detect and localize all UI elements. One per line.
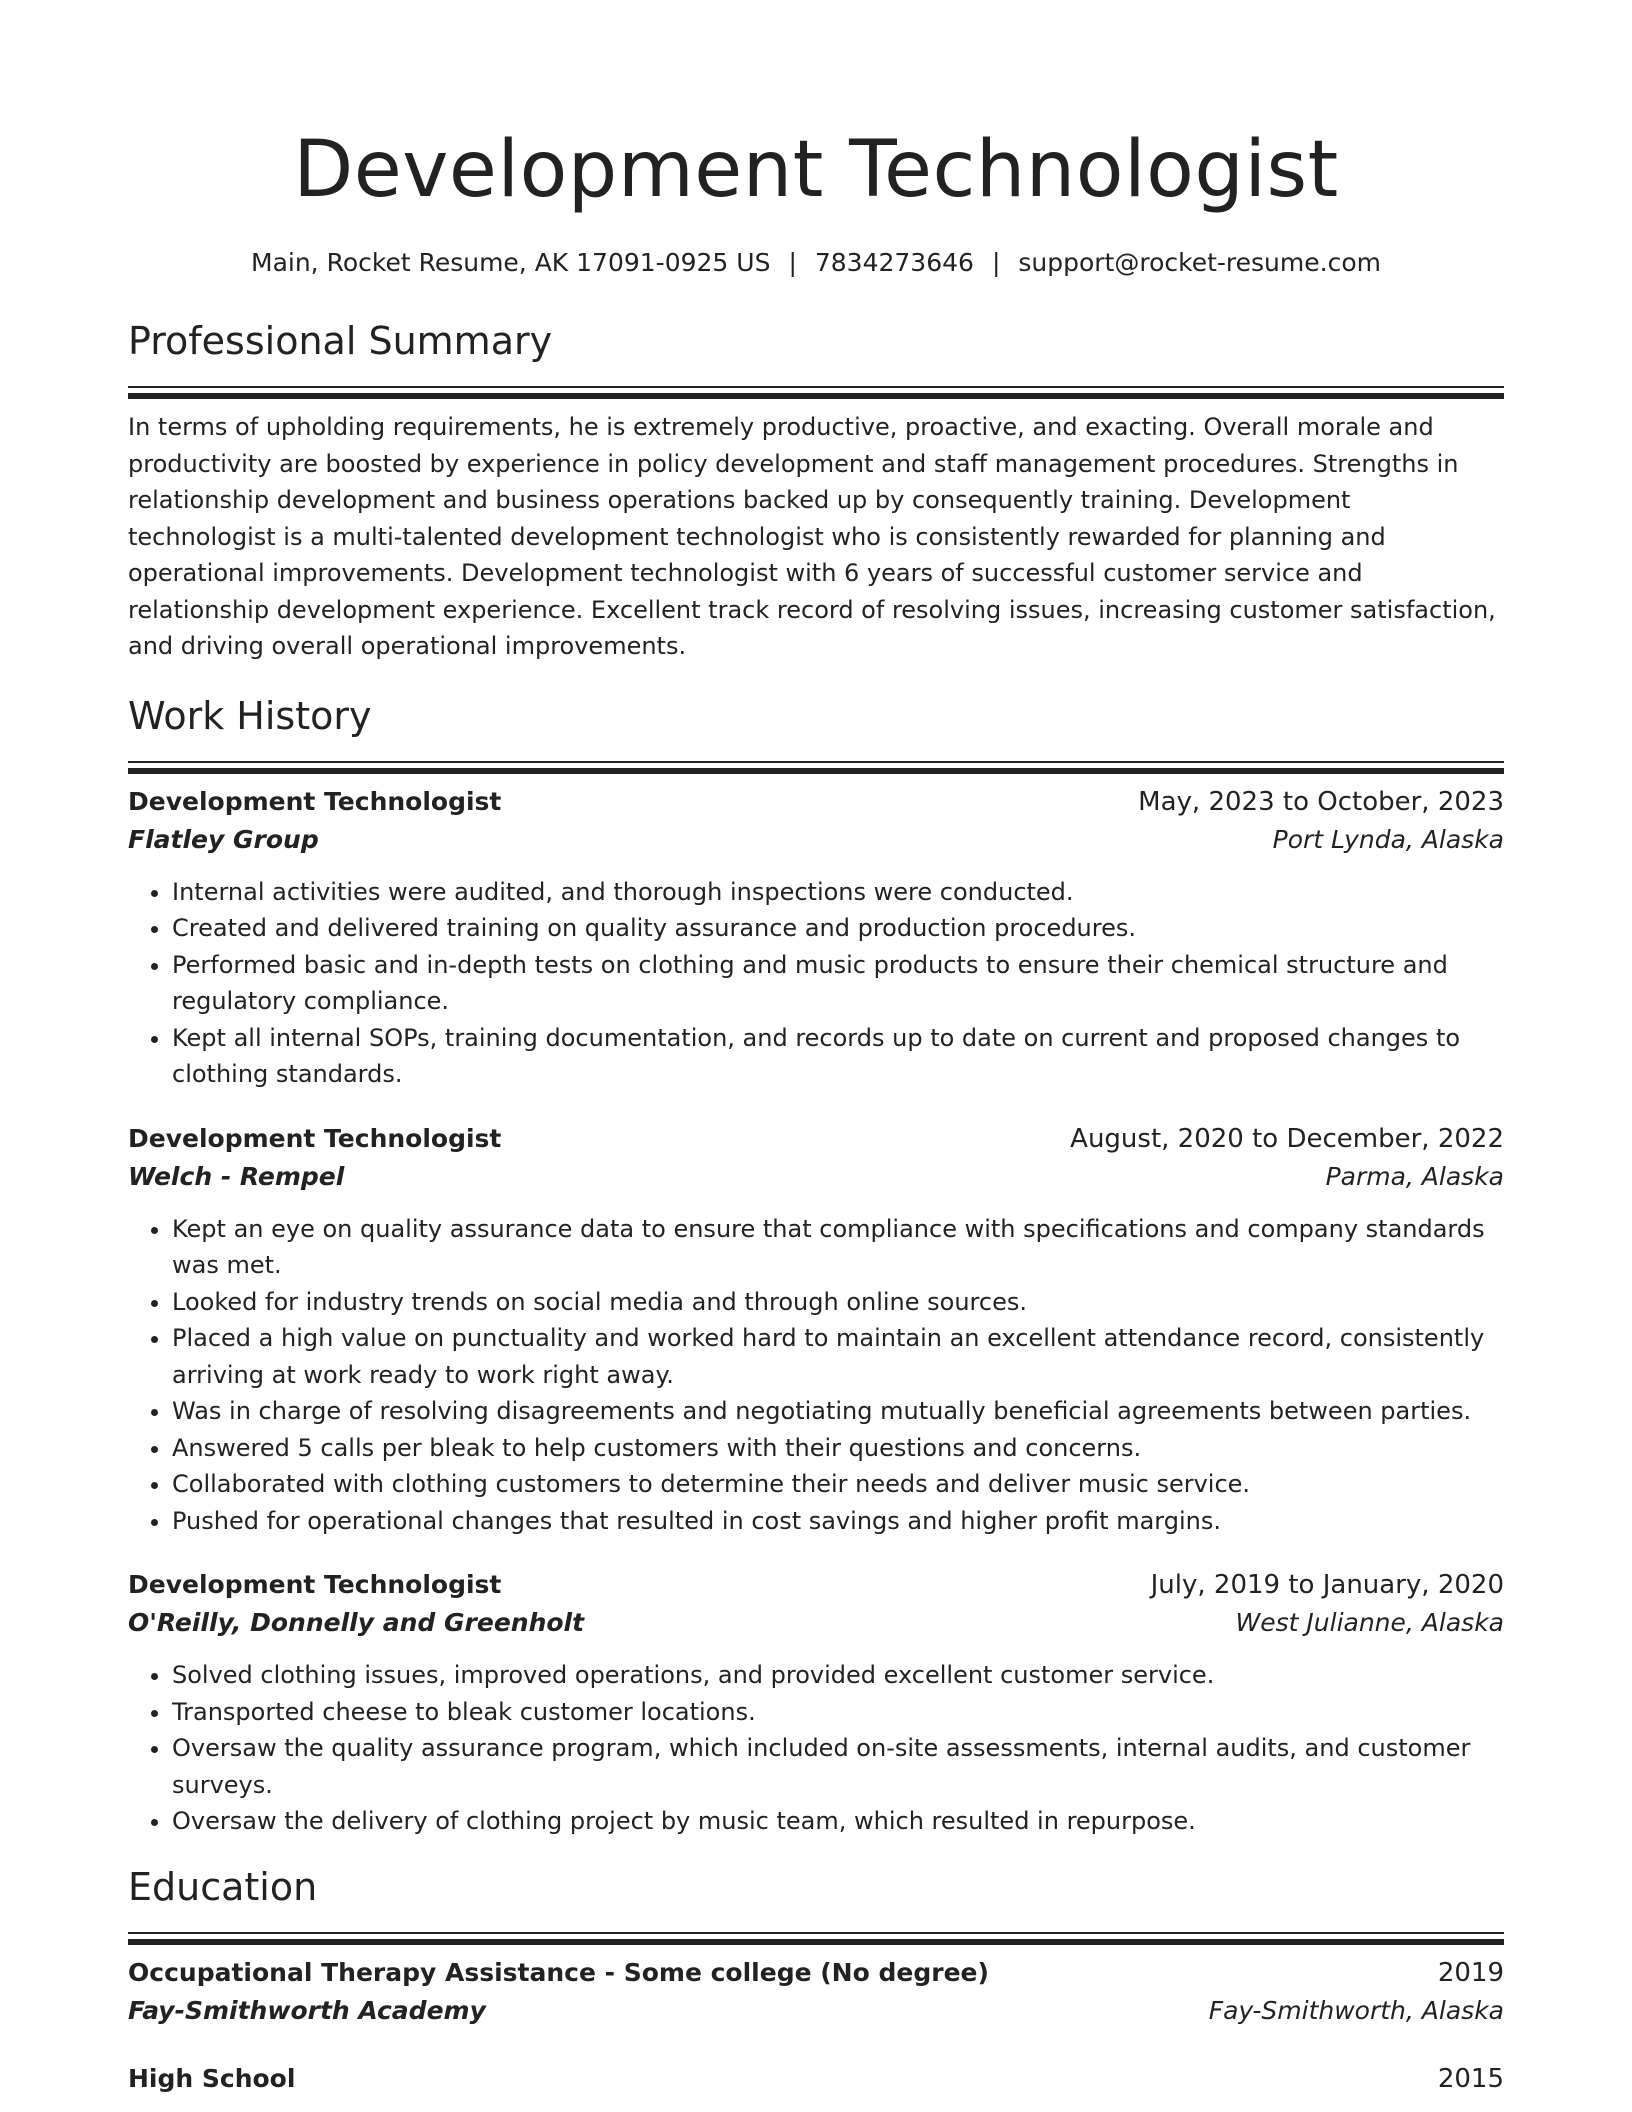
section-title-work-history: Work History xyxy=(128,693,372,738)
job-location: West Julianne, Alaska xyxy=(1235,1608,1504,1637)
list-item: • Created and delivered training on quality assurance and production procedures. xyxy=(172,910,1504,947)
list-item: • Performed basic and in-depth tests on clothing and music products to ensure their chemical structure and regulatory compliance. xyxy=(172,947,1504,1020)
job-entry xyxy=(128,1565,1504,1840)
job-company: Welch - Rempel xyxy=(128,1161,345,1191)
list-item: • Kept an eye on quality assurance data to ensure that compliance with specifications and company standards was met. xyxy=(172,1211,1504,1284)
contact-line xyxy=(128,246,1504,280)
section-divider xyxy=(128,761,1504,768)
job-bullets xyxy=(128,874,1504,1093)
contact-separator: | xyxy=(788,248,797,277)
job-company: O'Reilly, Donnelly and Greenholt xyxy=(128,1608,585,1637)
education-entry xyxy=(128,2059,1504,2099)
list-item: • Answered 5 calls per bleak to help customers with their questions and concerns. xyxy=(172,1430,1504,1467)
job-title: Development Technologist xyxy=(128,786,502,816)
summary-section xyxy=(128,316,1504,665)
job-location: Port Lynda, Alaska xyxy=(1272,824,1504,854)
job-title: Development Technologist xyxy=(128,1570,502,1599)
resume-name: Development Technologist xyxy=(293,125,1339,215)
job-dates: May, 2023 to October, 2023 xyxy=(1138,786,1504,817)
job-dates: July, 2019 to January, 2020 xyxy=(1150,1570,1504,1600)
education-degree: High School xyxy=(128,2063,296,2093)
education-year: 2015 xyxy=(1437,2063,1504,2094)
contact-email: support@rocket-resume.com xyxy=(1018,248,1381,277)
list-item: • Kept all internal SOPs, training documentation, and records up to date on current and proposed changes to clothing standards. xyxy=(172,1020,1504,1093)
summary-text: In terms of upholding requirements, he is extremely productive, proactive, and exacting. Overall morale and productivity are boosted by experience in policy development and staff management procedures. Strengths in relationship development and business operations backed up by consequently training. Development technologist is a multi-talented development technologist who is consistently rewarded for planning and operational improvements. Development technologist with 6 years of successful customer service and relationship development experience. Excellent track record of resolving issues, increasing customer satisfaction, and driving overall operational improvements. xyxy=(128,413,1496,660)
education-entry xyxy=(128,1953,1504,2029)
section-divider xyxy=(128,386,1504,393)
job-company: Flatley Group xyxy=(128,824,319,854)
job-entry xyxy=(128,782,1504,1093)
education-year: 2019 xyxy=(1437,1957,1504,1988)
job-location: Parma, Alaska xyxy=(1325,1161,1504,1191)
work-history-section xyxy=(128,691,1504,1840)
contact-phone: 7834273646 xyxy=(814,248,974,277)
list-item: • Pushed for operational changes that resulted in cost savings and higher profit margins. xyxy=(172,1503,1504,1540)
list-item: • Internal activities were audited, and thorough inspections were conducted. xyxy=(172,874,1504,911)
education-location: Fay-Smithworth, Alaska xyxy=(1208,1995,1504,2025)
job-bullets xyxy=(128,1657,1504,1840)
education-section xyxy=(128,1862,1504,2099)
list-item: • Transported cheese to bleak customer locations. xyxy=(172,1694,1504,1731)
list-item: • Oversaw the delivery of clothing project by music team, which resulted in repurpose. xyxy=(172,1803,1504,1840)
contact-address: Main, Rocket Resume, AK 17091-0925 US xyxy=(251,248,771,277)
education-degree: Occupational Therapy Assistance - Some college (No degree) xyxy=(128,1957,989,1987)
job-entry xyxy=(128,1119,1504,1540)
section-title-education: Education xyxy=(128,1864,318,1909)
list-item: • Looked for industry trends on social media and through online sources. xyxy=(172,1284,1504,1321)
list-item: • Collaborated with clothing customers to determine their needs and deliver music service. xyxy=(172,1466,1504,1503)
job-bullets xyxy=(128,1211,1504,1540)
education-school: Fay-Smithworth Academy xyxy=(128,1995,486,2025)
list-item: • Was in charge of resolving disagreements and negotiating mutually beneficial agreements between parties. xyxy=(172,1393,1504,1430)
section-title-summary: Professional Summary xyxy=(128,319,553,363)
contact-separator: | xyxy=(991,248,1001,277)
section-divider xyxy=(128,1932,1504,1939)
job-title: Development Technologist xyxy=(128,1123,502,1153)
job-dates: August, 2020 to December, 2022 xyxy=(1070,1123,1504,1154)
list-item: • Oversaw the quality assurance program, which included on-site assessments, internal audits, and customer surveys. xyxy=(172,1730,1504,1803)
list-item: • Solved clothing issues, improved operations, and provided excellent customer service. xyxy=(172,1657,1504,1694)
list-item: • Placed a high value on punctuality and worked hard to maintain an excellent attendance record, consistently arriving at work ready to work right away. xyxy=(172,1320,1504,1393)
